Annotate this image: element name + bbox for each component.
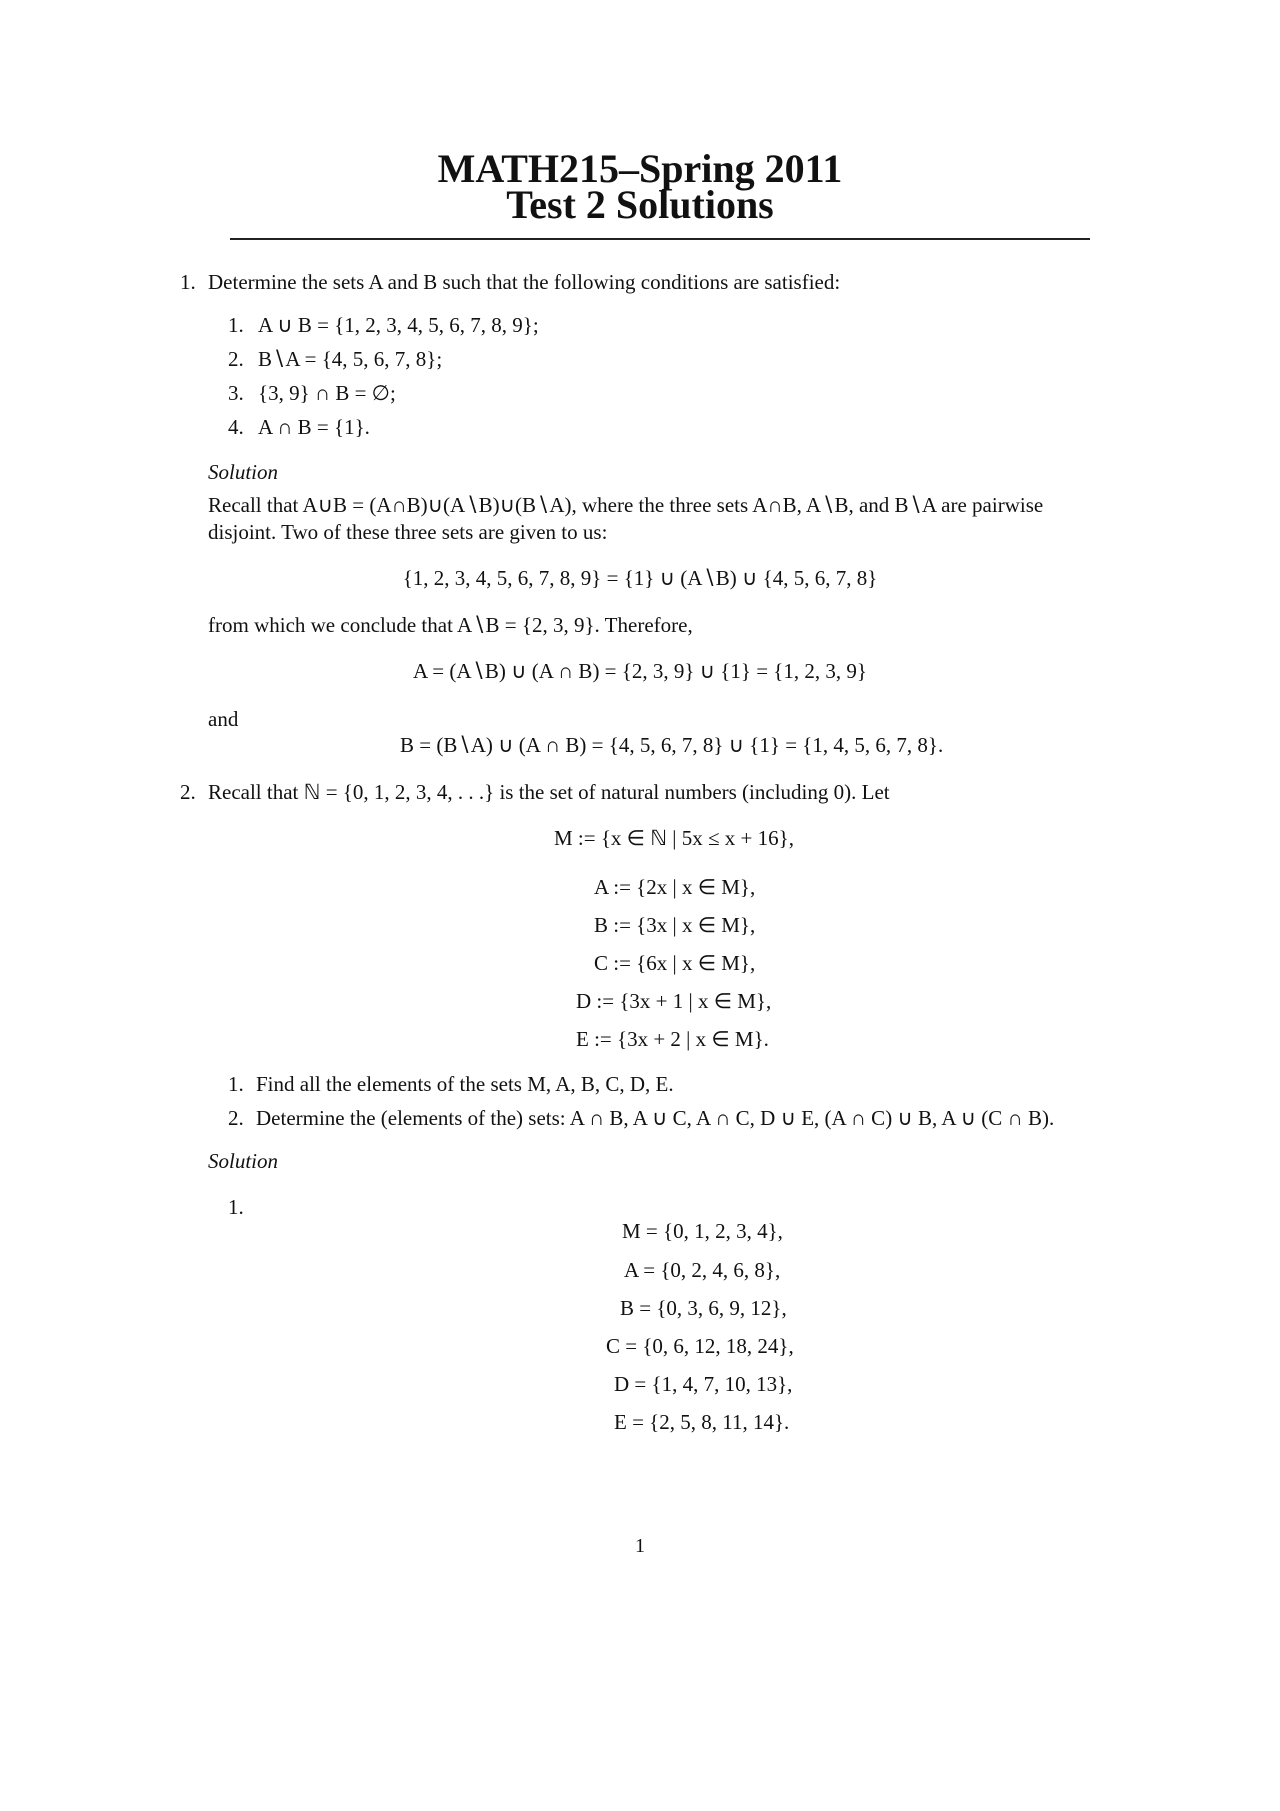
recall-line-1: Recall that A∪B = (A∩B)∪(A∖B)∪(B∖A), where the three sets A∩B, A∖B, and B∖A are pairwise [208, 493, 1044, 517]
answer-c: C = {0, 6, 12, 18, 24}, [606, 1334, 794, 1358]
and-word: and [208, 707, 239, 731]
condition-1-number: 1. [228, 313, 244, 337]
conclusion-line: from which we conclude that A∖B = {2, 3, 9}. Therefore, [208, 613, 693, 637]
definition-b: B := {3x | x ∈ M}, [594, 913, 756, 937]
problem-1-statement: Determine the sets A and B such that the following conditions are satisfied: [208, 270, 841, 294]
answer-b: B = {0, 3, 6, 9, 12}, [620, 1296, 787, 1320]
page-number: 1 [635, 1535, 645, 1557]
definition-a: A := {2x | x ∈ M}, [594, 875, 756, 899]
title-line-1: MATH215–Spring 2011 [437, 146, 843, 191]
title-rule [230, 238, 1090, 240]
recall-line-2: disjoint. Two of these three sets are given to us: [208, 520, 608, 544]
problem-2-number: 2. [180, 780, 196, 804]
equation-union: {1, 2, 3, 4, 5, 6, 7, 8, 9} = {1} ∪ (A∖B) ∪ {4, 5, 6, 7, 8} [402, 566, 878, 590]
condition-4: A ∩ B = {1}. [258, 415, 370, 439]
answer-a: A = {0, 2, 4, 6, 8}, [624, 1258, 781, 1282]
condition-3-number: 3. [228, 381, 244, 405]
answer-m: M = {0, 1, 2, 3, 4}, [622, 1219, 783, 1243]
condition-4-number: 4. [228, 415, 244, 439]
problem-2-statement: Recall that ℕ = {0, 1, 2, 3, 4, . . .} is the set of natural numbers (including 0). Let [208, 780, 890, 804]
equation-set-b: B = (B∖A) ∪ (A ∩ B) = {4, 5, 6, 7, 8} ∪ {1} = {1, 4, 5, 6, 7, 8}. [400, 733, 944, 757]
answer-d: D = {1, 4, 7, 10, 13}, [614, 1372, 793, 1396]
condition-2-number: 2. [228, 347, 244, 371]
solution-label-2: Solution [208, 1149, 279, 1173]
definition-e: E := {3x + 2 | x ∈ M}. [576, 1027, 769, 1051]
condition-2: B∖A = {4, 5, 6, 7, 8}; [258, 347, 443, 371]
condition-3: {3, 9} ∩ B = ∅; [258, 381, 396, 405]
task-1: Find all the elements of the sets M, A, B, C, D, E. [256, 1072, 674, 1096]
solution-label-1: Solution [208, 460, 279, 484]
task-2: Determine the (elements of the) sets: A ∩ B, A ∪ C, A ∩ C, D ∪ E, (A ∩ C) ∪ B, A ∪ (C ∩ B). [256, 1106, 1055, 1130]
task-2-number: 2. [228, 1106, 244, 1130]
condition-1: A ∪ B = {1, 2, 3, 4, 5, 6, 7, 8, 9}; [258, 313, 539, 337]
solution-part-number: 1. [228, 1195, 244, 1219]
definition-m: M := {x ∈ ℕ | 5x ≤ x + 16}, [554, 826, 794, 850]
title-line-2: Test 2 Solutions [506, 182, 774, 227]
definition-d: D := {3x + 1 | x ∈ M}, [576, 989, 772, 1013]
task-1-number: 1. [228, 1072, 244, 1096]
equation-set-a: A = (A∖B) ∪ (A ∩ B) = {2, 3, 9} ∪ {1} = {1, 2, 3, 9} [413, 659, 867, 683]
definition-c: C := {6x | x ∈ M}, [594, 951, 756, 975]
answer-e: E = {2, 5, 8, 11, 14}. [614, 1410, 790, 1434]
problem-1-number: 1. [180, 270, 196, 294]
